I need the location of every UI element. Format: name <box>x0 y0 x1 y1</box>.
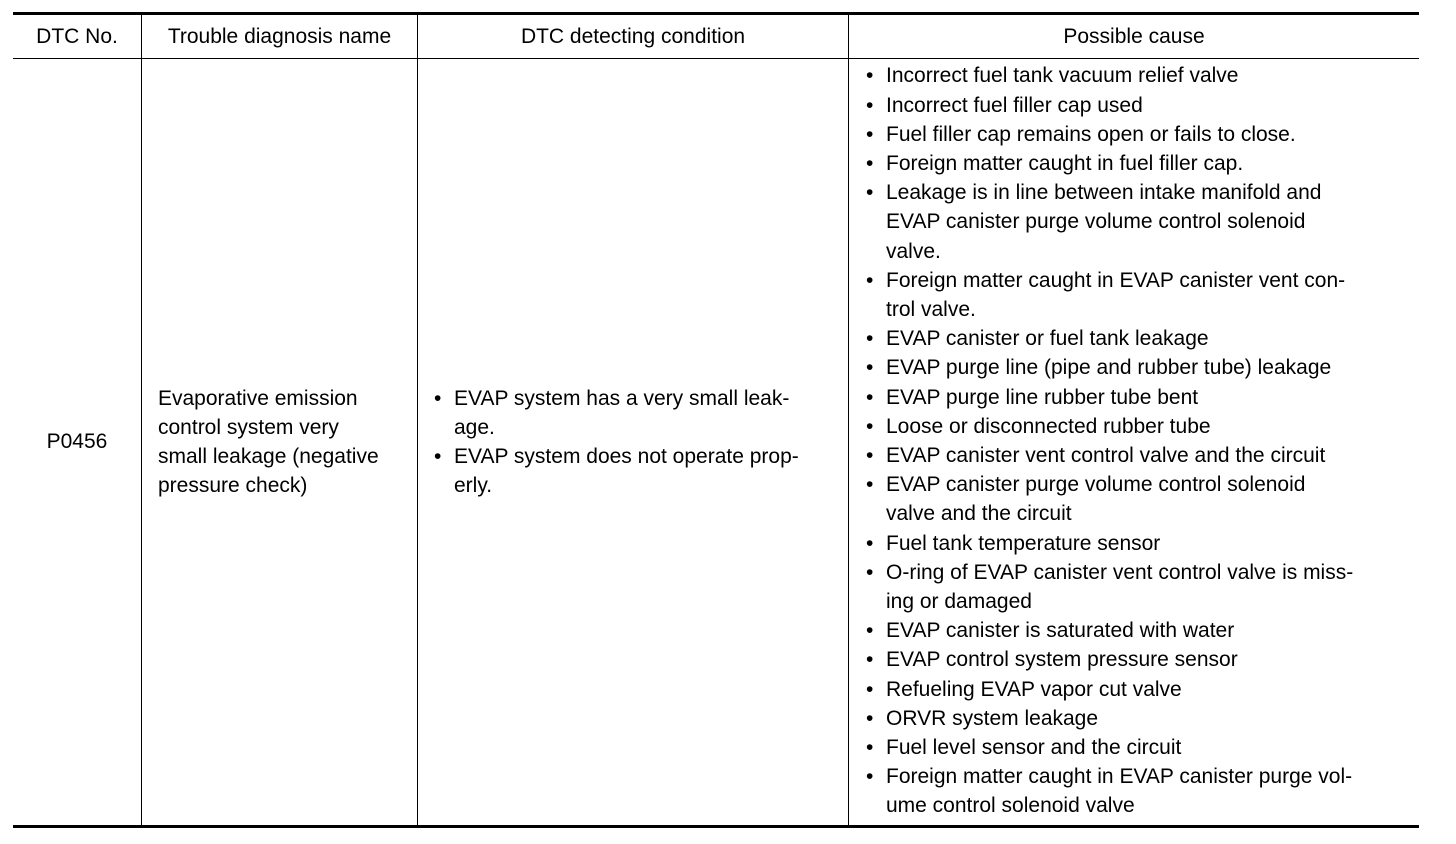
cause-item-line: • Foreign matter caught in EVAP canister vent con- <box>886 268 1346 292</box>
diagnosis-name-line: small leakage (negative <box>158 445 379 468</box>
diagnosis-name-cell <box>141 59 417 825</box>
cause-item <box>862 558 1353 616</box>
dtc-code: P0456 <box>46 430 108 453</box>
diagnosis-name-line: Evaporative emission <box>158 386 358 410</box>
condition-item-line: • EVAP system has a very small leak- <box>454 386 790 410</box>
cause-item <box>862 266 1353 324</box>
condition-item-line: age. <box>454 415 495 439</box>
cause-item-line: • EVAP canister vent control valve and the circuit <box>886 444 1326 467</box>
cause-item-line: • Loose or disconnected rubber tube <box>886 414 1211 438</box>
cause-item-line: • EVAP canister purge volume control solenoid <box>886 473 1306 497</box>
cause-item-line: • Foreign matter caught in EVAP canister purge vol- <box>886 765 1353 789</box>
condition-item <box>430 442 799 500</box>
cause-item-line: • O-ring of EVAP canister vent control valve is miss- <box>886 560 1354 584</box>
cause-item-line: • Incorrect fuel tank vacuum relief valve <box>886 64 1239 88</box>
cause-item-line: valve. <box>886 239 941 263</box>
cause-item <box>862 412 1353 441</box>
condition-item-line: • EVAP system does not operate prop- <box>454 445 799 468</box>
cause-item <box>862 91 1353 120</box>
cause-item <box>862 616 1353 645</box>
cause-item-line: • Incorrect fuel filler cap used <box>886 93 1143 117</box>
cause-list <box>862 61 1353 820</box>
cause-item-line: • Leakage is in line between intake manifold and <box>886 181 1322 205</box>
header-dtc-no: DTC No. <box>36 25 118 48</box>
condition-list <box>430 384 799 501</box>
cause-item-line: • Foreign matter caught in fuel filler cap. <box>886 151 1244 175</box>
diagnosis-name-text <box>142 384 379 501</box>
condition-item-line: erly. <box>454 474 493 498</box>
cause-item-line: • Fuel filler cap remains open or fails to close. <box>886 122 1296 146</box>
table-header-row <box>13 15 1419 59</box>
cause-item-line: EVAP canister purge volume control solenoid <box>886 210 1306 234</box>
cause-item <box>862 178 1353 266</box>
cause-item <box>862 762 1353 820</box>
cause-item <box>862 61 1353 90</box>
cause-item-line: valve and the circuit <box>886 502 1072 526</box>
dtc-code-cell <box>13 59 141 825</box>
cause-item-line: • EVAP canister is saturated with water <box>886 619 1235 643</box>
header-possible-cause: Possible cause <box>848 15 1419 58</box>
cause-item <box>862 733 1353 762</box>
cause-item <box>862 704 1353 733</box>
cause-item <box>862 383 1353 412</box>
diagnosis-name-line: pressure check) <box>158 474 308 498</box>
cause-item <box>862 353 1353 382</box>
cause-item <box>862 149 1353 178</box>
cause-item-line: • EVAP purge line (pipe and rubber tube) leakage <box>886 356 1332 380</box>
cause-item <box>862 529 1353 558</box>
cause-item-line: • EVAP purge line rubber tube bent <box>886 385 1199 409</box>
cause-item-line: • ORVR system leakage <box>886 706 1099 730</box>
dtc-table <box>13 12 1419 828</box>
cause-item-line: • Fuel tank temperature sensor <box>886 531 1161 555</box>
cause-item <box>862 324 1353 353</box>
header-dtc-detecting-condition: DTC detecting condition <box>417 15 848 58</box>
cause-item <box>862 120 1353 149</box>
table-row <box>13 59 1419 825</box>
cause-item-line: ing or damaged <box>886 590 1032 614</box>
possible-cause-cell <box>848 59 1419 825</box>
cause-item-line: • EVAP control system pressure sensor <box>886 648 1238 672</box>
condition-item <box>430 384 799 442</box>
cause-item <box>862 470 1353 528</box>
header-trouble-diagnosis-name: Trouble diagnosis name <box>141 15 417 58</box>
cause-item-line: • Fuel level sensor and the circuit <box>886 736 1182 760</box>
diagnosis-name-line: control system very <box>158 415 339 439</box>
cause-item-line: trol valve. <box>886 297 976 321</box>
cause-item <box>862 441 1353 470</box>
cause-item-line: • EVAP canister or fuel tank leakage <box>886 327 1209 351</box>
cause-item <box>862 675 1353 704</box>
cause-item-line: • Refueling EVAP vapor cut valve <box>886 677 1182 701</box>
cause-item <box>862 645 1353 674</box>
detecting-condition-cell <box>417 59 848 825</box>
cause-item-line: ume control solenoid valve <box>886 794 1135 818</box>
